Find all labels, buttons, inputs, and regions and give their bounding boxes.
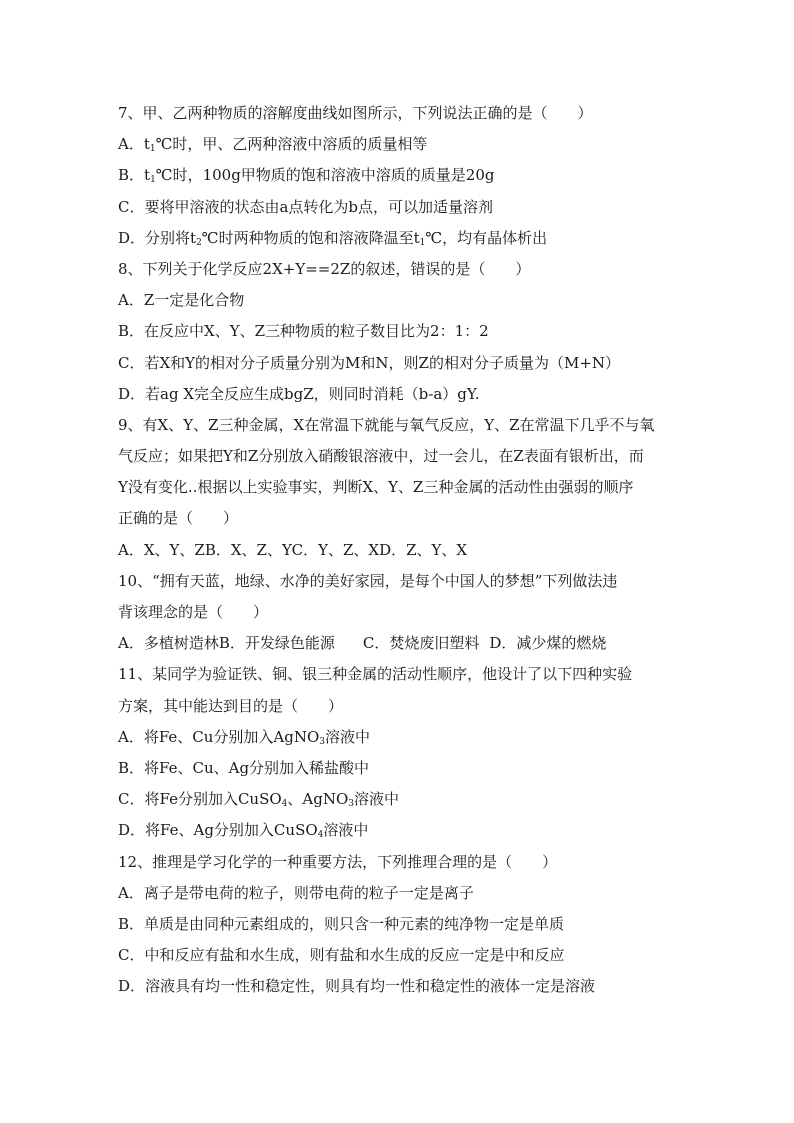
- question-9-options: A．X、Y、ZB．X、Z、YC．Y、Z、XD．Z、Y、X: [118, 540, 468, 559]
- question-8-stem: 8、下列关于化学反应2X+Y==2Z的叙述，错误的是（ ）: [118, 259, 531, 278]
- question-9-stem-line-1: 9、有X、Y、Z三种金属，X在常温下就能与氧气反应，Y、Z在常温下几乎不与氧: [118, 415, 655, 434]
- exam-page: [118, 98, 684, 1002]
- question-8-option-a: A．Z一定是化合物: [118, 291, 245, 310]
- question-10-stem-line-2: 背该理念的是（ ）: [118, 603, 269, 621]
- question-11-option-d: D．将Fe、Ag分别加入CuSO$_4$溶液中: [118, 821, 369, 841]
- question-7-option-a: A．$t_1℃$时，甲、乙两种溶液中溶质的质量相等: [118, 135, 428, 155]
- question-12-option-c: C．中和反应有盐和水生成，则有盐和水生成的反应一定是中和反应: [118, 946, 565, 965]
- question-11-option-b: B．将Fe、Cu、Ag分别加入稀盐酸中: [118, 758, 370, 777]
- question-10-option-d: D．减少煤的燃烧: [489, 634, 607, 653]
- question-11-stem-line-1: 11、某同学为验证铁、铜、银三种金属的活动性顺序，他设计了以下四种实验: [118, 665, 633, 684]
- question-10-stem-line-1: 10、“拥有天蓝，地绿、水净的美好家园，是每个中国人的梦想”下列做法违: [118, 571, 618, 590]
- question-7-option-c: C．要将甲溶液的状态由a点转化为b点，可以加适量溶剂: [118, 197, 494, 216]
- question-11-stem-line-2: 方案，其中能达到目的是（ ）: [118, 696, 344, 715]
- question-9-stem-line-3: Y没有变化..根据以上实验事实，判断X、Y、Z三种金属的活动性由强弱的顺序: [118, 478, 634, 497]
- question-11-option-c: C．将Fe分别加入CuSO$_4$、AgNO$_3$溶液中: [118, 790, 399, 810]
- question-9-stem-line-2: 气反应；如果把Y和Z分别放入硝酸银溶液中，过一会儿，在Z表面有银析出，而: [118, 447, 644, 466]
- question-10-option-ab: A．多植树造林B．开发绿色能源: [118, 634, 335, 653]
- question-8-option-c: C．若X和Y的相对分子质量分别为M和N，则Z的相对分子质量为（M+N）: [118, 353, 621, 372]
- question-8-option-d: D．若ag X完全反应生成bgZ，则同时消耗（b-a）gY.: [118, 384, 480, 403]
- question-10-option-c: C．焚烧废旧塑料: [362, 634, 480, 653]
- question-7-stem: 7、甲、乙两种物质的溶解度曲线如图所示，下列说法正确的是（ ）: [118, 104, 593, 122]
- question-11-option-a: A．将Fe、Cu分别加入AgNO$_3$溶液中: [118, 727, 371, 747]
- question-12-option-a: A．离子是带电荷的粒子，则带电荷的粒子一定是离子: [118, 883, 474, 902]
- question-7-option-b: B．$t_1℃$时，100g甲物质的饱和溶液中溶质的质量是20g: [118, 166, 495, 186]
- question-12-stem: 12、推理是学习化学的一种重要方法，下列推理合理的是（ ）: [118, 852, 558, 871]
- question-12-option-d: D．溶液具有均一性和稳定性，则具有均一性和稳定性的液体一定是溶液: [118, 977, 596, 996]
- question-9-stem-line-4: 正确的是（ ）: [118, 509, 239, 528]
- question-8-option-b: B．在反应中X、Y、Z三种物质的粒子数目比为2：1：2: [118, 322, 489, 341]
- question-10-options: [118, 628, 684, 659]
- question-12-option-b: B．单质是由同种元素组成的，则只含一种元素的纯净物一定是单质: [118, 914, 565, 933]
- question-7-option-d: D．分别将$t_2℃$时两种物质的饱和溶液降温至$t_1℃$，均有晶体析出: [118, 228, 548, 248]
